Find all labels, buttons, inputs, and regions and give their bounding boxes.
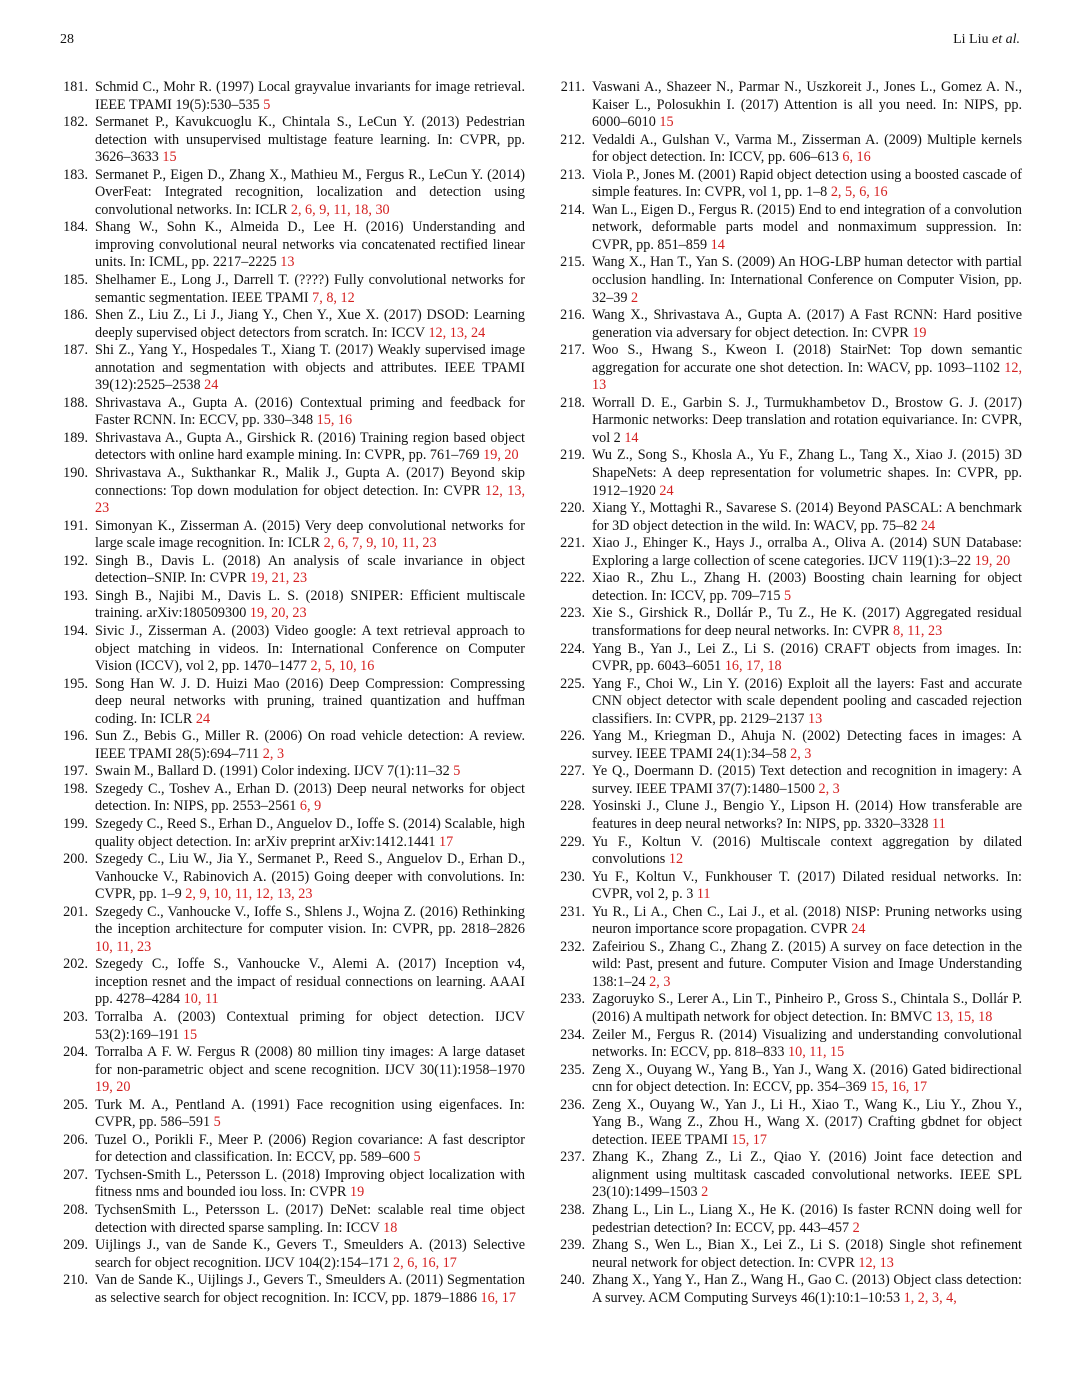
running-head-author: Li Liu: [953, 32, 989, 47]
reference-item: [58, 342, 525, 395]
reference-text: Tychsen-Smith L., Petersson L. (2018) Improving object localization with fitness nms and bounded iou loss. In: CVPR: [95, 1166, 525, 1201]
reference-item: [58, 851, 525, 904]
reference-backlink-pages[interactable]: 15: [182, 1026, 198, 1043]
reference-backlink-pages[interactable]: 14: [624, 429, 639, 446]
reference-backlink-pages[interactable]: 2, 9, 10, 11, 12, 13, 23: [185, 886, 313, 903]
reference-text: Sivic J., Zisserman A. (2003) Video google: A text retrieval approach to object matching in videos. In: International Conference on Computer Vision (ICCV), vol 2, pp. 1470–1477: [95, 622, 525, 675]
reference-number: 221.: [560, 535, 585, 552]
reference-item: [58, 1272, 525, 1307]
reference-item: [555, 1027, 1022, 1062]
reference-backlink-pages[interactable]: 19, 20, 23: [249, 605, 307, 622]
reference-backlink-pages[interactable]: 10, 11: [183, 991, 219, 1008]
reference-backlink-pages[interactable]: 19, 20: [483, 447, 519, 464]
reference-number: 220.: [560, 500, 585, 517]
reference-number: 235.: [560, 1061, 585, 1078]
reference-text: Shrivastava A., Gupta A. (2016) Contextual priming and feedback for Faster RCNN. In: ECCV, pp. 330–348: [95, 394, 525, 429]
reference-backlink-pages[interactable]: 10, 11, 23: [95, 938, 152, 955]
reference-item: [58, 781, 525, 816]
reference-number: 210.: [63, 1272, 88, 1289]
reference-backlink-pages[interactable]: 19, 20: [95, 1079, 131, 1096]
reference-backlink-pages[interactable]: 7, 8, 12: [312, 289, 355, 306]
reference-item: [555, 1097, 1022, 1150]
reference-text: Xiang Y., Mottaghi R., Savarese S. (2014) Beyond PASCAL: A benchmark for 3D object detection in the wild. In: WACV, pp. 75–82: [592, 500, 1022, 534]
reference-item: [58, 763, 525, 781]
reference-text: Uijlings J., van de Sande K., Gevers T., Smeulders A. (2013) Selective search for object recognition. IJCV 104(2):154–171: [95, 1237, 525, 1271]
reference-item: [58, 272, 525, 307]
reference-item: [555, 991, 1022, 1026]
reference-number: 211.: [560, 79, 585, 95]
reference-item: [58, 553, 525, 588]
reference-text: Schmid C., Mohr R. (1997) Local grayvalue invariants for image retrieval. IEEE TPAMI 19(5):530–535: [95, 79, 525, 113]
reference-item: [555, 1272, 1022, 1307]
reference-text: Singh B., Davis L. (2018) An analysis of scale invariance in object detection–SNIP. In: CVPR: [95, 552, 525, 587]
reference-item: [58, 1237, 525, 1272]
reference-item: [58, 1044, 525, 1097]
reference-item: [555, 132, 1022, 167]
reference-item: [555, 763, 1022, 798]
reference-backlink-pages[interactable]: 19: [350, 1184, 365, 1201]
reference-item: [58, 1202, 525, 1237]
reference-text: Shang W., Sohn K., Almeida D., Lee H. (2016) Understanding and improving convolutional neural networks via concatenated rectified linear units. In: ICML, pp. 2217–2225: [95, 219, 525, 271]
reference-backlink-pages[interactable]: 13: [280, 254, 295, 271]
reference-number: 209.: [63, 1237, 88, 1254]
reference-number: 189.: [63, 429, 88, 446]
reference-number: 203.: [63, 1008, 88, 1025]
reference-backlink-pages[interactable]: 2, 3: [649, 973, 671, 990]
reference-number: 201.: [63, 903, 88, 920]
reference-backlink-pages[interactable]: 15, 17: [731, 1131, 767, 1148]
reference-backlink-pages[interactable]: 14: [710, 236, 725, 253]
reference-text: Szegedy C., Toshev A., Erhan D. (2013) Deep neural networks for object detection. In: NIPS, pp. 2553–2561: [95, 780, 525, 815]
reference-number: 195.: [63, 675, 88, 692]
reference-text: Yang F., Choi W., Lin Y. (2016) Exploit all the layers: Fast and accurate CNN object detector with scale dependent pooling and cascaded rejection classifiers. In: CVPR, pp. 2129–2137: [592, 675, 1022, 727]
reference-item: [555, 342, 1022, 395]
reference-backlink-pages[interactable]: 16, 17: [480, 1289, 516, 1306]
reference-text: Shen Z., Liu Z., Li J., Jiang Y., Chen Y., Xue X. (2017) DSOD: Learning deeply supervised object detectors from scratch. In: ICCV: [95, 307, 525, 341]
reference-number: 182.: [63, 114, 88, 131]
reference-number: 186.: [63, 307, 88, 324]
reference-number: 199.: [63, 815, 88, 832]
reference-text: Singh B., Najibi M., Davis L. S. (2018) SNIPER: Efficient multiscale training. arXiv:180509300: [95, 587, 525, 622]
reference-backlink-pages[interactable]: 24: [195, 710, 211, 727]
reference-number: 207.: [63, 1166, 88, 1183]
reference-number: 228.: [560, 798, 585, 815]
reference-item: [58, 1009, 525, 1044]
reference-backlink-pages[interactable]: 12, 13: [858, 1254, 894, 1271]
reference-number: 204.: [63, 1044, 88, 1061]
reference-item: [58, 956, 525, 1009]
reference-number: 217.: [560, 342, 585, 359]
reference-number: 192.: [63, 552, 88, 569]
reference-number: 239.: [560, 1237, 585, 1254]
reference-backlink-pages[interactable]: 24: [204, 377, 219, 394]
reference-number: 191.: [63, 517, 88, 534]
reference-number: 194.: [63, 622, 88, 639]
running-head-etal: et al.: [992, 32, 1020, 47]
reference-number: 224.: [560, 640, 585, 657]
reference-text: Woo S., Hwang S., Kweon I. (2018) StairNet: Top down semantic aggregation for accurate one shot detection. In: WACV, pp. 1093–1102: [592, 342, 1022, 376]
reference-number: 218.: [560, 394, 585, 411]
references-left-column: [58, 79, 525, 1307]
reference-number: 238.: [560, 1202, 585, 1218]
reference-backlink-pages[interactable]: 2: [631, 289, 639, 306]
reference-number: 183.: [63, 166, 88, 183]
reference-number: 216.: [560, 307, 585, 324]
reference-number: 200.: [63, 851, 88, 868]
reference-item: [555, 1149, 1022, 1202]
reference-number: 213.: [560, 166, 585, 183]
reference-backlink-pages[interactable]: 15: [162, 149, 177, 166]
reference-item: [555, 79, 1022, 132]
reference-item: [58, 816, 525, 851]
reference-number: 188.: [63, 394, 88, 411]
reference-backlink-pages[interactable]: 6, 16: [842, 149, 871, 166]
reference-number: 208.: [63, 1202, 88, 1218]
reference-text: Wan L., Eigen D., Fergus R. (2015) End to end integration of a convolution network, deformable parts model and nonmaximum suppression. In: CVPR, pp. 851–859: [592, 201, 1022, 253]
reference-text: Yang M., Kriegman D., Ahuja N. (2002) Detecting faces in images: A survey. IEEE TPAMI 24(1):34–58: [592, 728, 1022, 762]
reference-text: Xiao R., Zhu L., Zhang H. (2003) Boosting chain learning for object detection. In: ICCV, pp. 709–715: [592, 570, 1022, 604]
reference-backlink-pages[interactable]: 15, 16, 17: [870, 1079, 928, 1096]
reference-item: [555, 1237, 1022, 1272]
reference-item: [58, 518, 525, 553]
reference-item: [555, 447, 1022, 500]
reference-text: Szegedy C., Vanhoucke V., Ioffe S., Shlens J., Wojna Z. (2016) Rethinking the inception architecture for computer vision. In: CVPR, pp. 2818–2826: [95, 903, 525, 938]
reference-text: Szegedy C., Ioffe S., Vanhoucke V., Alemi A. (2017) Inception v4, inception resnet and the impact of residual connections on learning. AAAI pp. 4278–4284: [95, 956, 525, 1008]
reference-text: Vedaldi A., Gulshan V., Varma M., Zisserman A. (2009) Multiple kernels for object detection. In: ICCV, pp. 606–613: [592, 131, 1022, 166]
reference-number: 222.: [560, 570, 585, 587]
reference-backlink-pages[interactable]: 2, 3: [818, 780, 840, 797]
reference-text: Yu F., Koltun V., Funkhouser T. (2017) Dilated residual networks. In: CVPR, vol 2, p. 3: [592, 868, 1022, 903]
reference-backlink-pages[interactable]: 6, 9: [299, 798, 322, 815]
reference-backlink-pages[interactable]: 1, 2, 3, 4,: [903, 1289, 957, 1306]
reference-item: [58, 676, 525, 729]
reference-text: Shrivastava A., Gupta A., Girshick R. (2016) Training region based object detectors with online hard example mining. In: CVPR, pp. 761–769: [95, 429, 525, 464]
reference-number: 227.: [560, 763, 585, 780]
reference-item: [58, 79, 525, 114]
reference-text: Szegedy C., Reed S., Erhan D., Anguelov D., Ioffe S. (2014) Scalable, high quality object detection. In: arXiv preprint arXiv:1412.1441: [95, 815, 525, 850]
running-head: [953, 32, 1020, 48]
reference-number: 196.: [63, 728, 88, 745]
reference-number: 236.: [560, 1096, 585, 1113]
reference-text: Wang X., Han T., Yan S. (2009) An HOG-LBP human detector with partial occlusion handling. In: International Conference on Computer Vision, pp. 32–39: [592, 254, 1022, 306]
reference-item: [555, 904, 1022, 939]
reference-backlink-pages[interactable]: 13, 15, 18: [935, 1008, 993, 1025]
reference-number: 215.: [560, 254, 585, 271]
reference-backlink-pages[interactable]: 5: [784, 587, 792, 604]
reference-text: Song Han W. J. D. Huizi Mao (2016) Deep Compression: Compressing deep neural networks with pruning, trained quantization and huffman coding. In: ICLR: [95, 675, 525, 727]
reference-item: [58, 728, 525, 763]
reference-backlink-pages[interactable]: 11: [932, 815, 946, 832]
reference-number: 234.: [560, 1026, 585, 1043]
reference-backlink-pages[interactable]: 11: [696, 886, 711, 903]
reference-backlink-pages[interactable]: 5: [413, 1149, 421, 1166]
reference-backlink-pages[interactable]: 15, 16: [316, 412, 353, 429]
reference-number: 185.: [63, 272, 88, 289]
reference-item: [58, 904, 525, 957]
reference-item: [58, 430, 525, 465]
reference-number: 205.: [63, 1096, 88, 1113]
reference-backlink-pages[interactable]: 16, 17, 18: [724, 658, 782, 675]
reference-text: Wang X., Shrivastava A., Gupta A. (2017) A Fast RCNN: Hard positive generation via adversary for object detection. In: CVPR: [592, 307, 1022, 341]
reference-backlink-pages[interactable]: 12, 13, 23: [95, 482, 526, 517]
reference-number: 229.: [560, 833, 585, 850]
reference-item: [58, 307, 525, 342]
reference-text: Zhang L., Lin L., Liang X., He K. (2016) Is faster RCNN doing well for pedestrian detection? In: ECCV, pp. 443–457: [592, 1202, 1022, 1236]
reference-text: Ye Q., Doermann D. (2015) Text detection and recognition in imagery: A survey. IEEE TPAMI 37(7):1480–1500: [592, 763, 1022, 797]
reference-backlink-pages[interactable]: 8, 11, 23: [893, 622, 943, 639]
reference-text: Zeng X., Ouyang W., Yan J., Li H., Xiao T., Wang K., Liu Y., Zhou Y., Yang B., Wang Z., Zhou H., Wang X. (2017) Crafting gbdnet for object detection. IEEE TPAMI: [592, 1096, 1022, 1148]
reference-number: 184.: [63, 219, 88, 236]
reference-item: [58, 114, 525, 167]
reference-backlink-pages[interactable]: 10, 11, 15: [788, 1044, 845, 1061]
reference-item: [555, 834, 1022, 869]
reference-text: Worrall D. E., Garbin S. J., Turmukhambetov D., Brostow G. J. (2017) Harmonic networks: Deep translation and rotation equivariance. In: CVPR, vol 2: [592, 394, 1022, 446]
reference-number: 225.: [560, 675, 585, 692]
reference-number: 193.: [63, 587, 88, 604]
reference-item: [555, 535, 1022, 570]
reference-item: [58, 465, 525, 518]
reference-item: [58, 588, 525, 623]
reference-number: 237.: [560, 1149, 585, 1166]
reference-backlink-pages[interactable]: 2, 6, 7, 9, 10, 11, 23: [323, 535, 437, 552]
reference-item: [555, 254, 1022, 307]
reference-text: Shrivastava A., Sukthankar R., Malik J., Gupta A. (2017) Beyond skip connections: Top down modulation for object detection. In: CVPR: [95, 465, 525, 499]
reference-backlink-pages[interactable]: 17: [438, 833, 454, 850]
reference-text: Swain M., Ballard D. (1991) Color indexing. IJCV 7(1):11–32: [95, 763, 450, 780]
reference-item: [555, 605, 1022, 640]
reference-backlink-pages[interactable]: 2, 5, 6, 16: [830, 184, 888, 201]
reference-backlink-pages[interactable]: 15: [659, 114, 674, 131]
reference-backlink-pages[interactable]: 12: [668, 851, 684, 868]
reference-text: Zafeiriou S., Zhang C., Zhang Z. (2015) A survey on face detection in the wild: Past, present and future. Computer Vision and Image Understanding 138:1–24: [592, 938, 1022, 990]
reference-item: [555, 1202, 1022, 1237]
reference-item: [555, 570, 1022, 605]
reference-item: [555, 167, 1022, 202]
reference-item: [555, 395, 1022, 448]
reference-item: [555, 798, 1022, 833]
reference-backlink-pages[interactable]: 12, 13, 24: [428, 324, 486, 341]
reference-number: 187.: [63, 342, 88, 359]
reference-text: Viola P., Jones M. (2001) Rapid object detection using a boosted cascade of simple features. In: CVPR, vol 1, pp. 1–8: [592, 166, 1022, 201]
reference-number: 230.: [560, 868, 585, 885]
reference-text: Shelhamer E., Long J., Darrell T. (????) Fully convolutional networks for semantic segmentation. IEEE TPAMI: [95, 272, 525, 306]
reference-text: Zhang S., Wen L., Bian X., Lei Z., Li S. (2018) Single shot refinement neural network for object detection. In: CVPR: [592, 1237, 1022, 1271]
reference-text: Xie S., Girshick R., Dollár P., Tu Z., He K. (2017) Aggregated residual transformations for deep neural networks. In: CVPR: [592, 605, 1022, 639]
reference-number: 202.: [63, 956, 88, 973]
reference-number: 206.: [63, 1131, 88, 1148]
reference-text: Shi Z., Yang Y., Hospedales T., Xiang T. (2017) Weakly supervised image annotation and segmentation with objects and attributes. IEEE TPAMI 39(12):2525–2538: [95, 342, 525, 394]
reference-item: [555, 728, 1022, 763]
reference-item: [58, 623, 525, 676]
reference-backlink-pages[interactable]: 18: [383, 1219, 398, 1236]
reference-text: Torralba A F. W. Fergus R (2008) 80 million tiny images: A large dataset for non-parametric object and scene recognition. IJCV 30(11):1958–1970: [95, 1044, 525, 1078]
reference-backlink-pages[interactable]: 2, 6, 9, 11, 18, 30: [290, 201, 390, 218]
reference-number: 231.: [560, 903, 585, 920]
reference-number: 197.: [63, 763, 88, 780]
reference-text: Vaswani A., Shazeer N., Parmar N., Uszkoreit J., Jones L., Gomez A. N., Kaiser L., Polosukhin I. (2017) Attention is all you need. In: NIPS, pp. 6000–6010: [592, 79, 1022, 131]
references-right-column: [555, 79, 1022, 1307]
reference-number: 226.: [560, 728, 585, 745]
reference-text: Turk M. A., Pentland A. (1991) Face recognition using eigenfaces. In: CVPR, pp. 586–591: [95, 1096, 525, 1131]
reference-text: Yang B., Yan J., Lei Z., Li S. (2016) CRAFT objects from images. In: CVPR, pp. 6043–6051: [592, 640, 1022, 675]
reference-number: 190.: [63, 465, 88, 482]
reference-backlink-pages[interactable]: 19: [912, 324, 927, 341]
reference-backlink-pages[interactable]: 24: [851, 921, 866, 938]
reference-backlink-pages[interactable]: 2, 3: [790, 745, 812, 762]
reference-item: [58, 395, 525, 430]
reference-text: Yu F., Koltun V. (2016) Multiscale context aggregation by dilated convolutions: [592, 833, 1022, 868]
reference-item: [555, 307, 1022, 342]
reference-item: [555, 869, 1022, 904]
reference-number: 223.: [560, 605, 585, 622]
reference-text: Sun Z., Bebis G., Miller R. (2006) On road vehicle detection: A review. IEEE TPAMI 28(5):694–711: [95, 728, 525, 762]
reference-item: [555, 641, 1022, 676]
reference-item: [58, 1097, 525, 1132]
reference-text: Sermanet P., Eigen D., Zhang X., Mathieu M., Fergus R., LeCun Y. (2014) OverFeat: Integrated recognition, localization and detection using convolutional networks. In: ICLR: [95, 166, 525, 218]
reference-backlink-pages[interactable]: 2: [701, 1184, 709, 1201]
reference-backlink-pages[interactable]: 24: [920, 517, 936, 534]
reference-item: [555, 676, 1022, 729]
reference-text: Zhang K., Zhang Z., Li Z., Qiao Y. (2016) Joint face detection and alignment using multitask cascaded convolutional networks. IEEE SPL 23(10):1499–1503: [592, 1149, 1022, 1201]
reference-number: 232.: [560, 938, 585, 955]
reference-backlink-pages[interactable]: 24: [659, 482, 674, 499]
reference-number: 198.: [63, 780, 88, 797]
reference-text: Yosinski J., Clune J., Bengio Y., Lipson H. (2014) How transferable are features in deep neural networks? In: NIPS, pp. 3320–3328: [592, 798, 1022, 832]
reference-item: [555, 500, 1022, 535]
reference-text: Torralba A. (2003) Contextual priming for object detection. IJCV 53(2):169–191: [95, 1008, 525, 1043]
reference-number: 212.: [560, 131, 585, 148]
reference-backlink-pages[interactable]: 2, 5, 10, 16: [310, 658, 375, 675]
page-header: [60, 32, 1020, 52]
reference-text: Sermanet P., Kavukcuoglu K., Chintala S., LeCun Y. (2013) Pedestrian detection with unsupervised multistage feature learning. In: CVPR, pp. 3626–3633: [95, 114, 525, 166]
reference-number: 233.: [560, 991, 585, 1008]
reference-backlink-pages[interactable]: 5: [263, 96, 271, 113]
reference-backlink-pages[interactable]: 5: [453, 763, 461, 780]
reference-item: [555, 1062, 1022, 1097]
reference-backlink-pages[interactable]: 2, 3: [262, 745, 285, 762]
reference-item: [555, 939, 1022, 992]
reference-item: [58, 167, 525, 220]
reference-item: [58, 1167, 525, 1202]
reference-text: Zeng X., Ouyang W., Yang B., Yan J., Wang X. (2016) Gated bidirectional cnn for object detection. In: ECCV, pp. 354–369: [592, 1061, 1022, 1096]
reference-text: Zeiler M., Fergus R. (2014) Visualizing and understanding convolutional networks. In: ECCV, pp. 818–833: [592, 1026, 1022, 1061]
reference-number: 219.: [560, 447, 585, 464]
reference-text: Zhang X., Yang Y., Han Z., Wang H., Gao C. (2013) Object class detection: A survey. ACM Computing Surveys 46(1):10:1–10:53: [592, 1272, 1022, 1306]
reference-backlink-pages[interactable]: 13: [807, 710, 823, 727]
reference-text: Wu Z., Song S., Khosla A., Yu F., Zhang L., Tang X., Xiao J. (2015) 3D ShapeNets: A deep representation for volumetric shapes. In: CVPR, pp. 1912–1920: [592, 447, 1022, 499]
reference-backlink-pages[interactable]: 19, 21, 23: [250, 570, 308, 587]
reference-backlink-pages[interactable]: 12, 13: [592, 359, 1023, 394]
reference-item: [58, 219, 525, 272]
reference-number: 181.: [63, 79, 88, 95]
reference-text: Tuzel O., Porikli F., Meer P. (2006) Region covariance: A fast descriptor for detection and classification. In: ECCV, pp. 589–600: [95, 1131, 525, 1166]
reference-text: Zagoruyko S., Lerer A., Lin T., Pinheiro P., Gross S., Chintala S., Dollár P. (2016) A multipath network for object detection. In: BMVC: [592, 991, 1022, 1025]
page-number: 28: [60, 32, 74, 47]
reference-backlink-pages[interactable]: 2, 6, 16, 17: [393, 1254, 457, 1271]
reference-text: TychsenSmith L., Petersson L. (2017) DeNet: scalable real time object detection with directed sparse sampling. In: ICCV: [95, 1202, 525, 1236]
reference-backlink-pages[interactable]: 2: [852, 1219, 860, 1236]
reference-text: Yu R., Li A., Chen C., Lai J., et al. (2018) NISP: Pruning networks using neuron importance score propagation. CVPR: [592, 903, 1022, 938]
reference-backlink-pages[interactable]: 19, 20: [974, 552, 1011, 569]
reference-text: Simonyan K., Zisserman A. (2015) Very deep convolutional networks for large scale image recognition. In: ICLR: [95, 517, 525, 552]
reference-text: Szegedy C., Liu W., Jia Y., Sermanet P., Reed S., Anguelov D., Erhan D., Vanhoucke V., Rabinovich A. (2015) Going deeper with convolutions. In: CVPR, pp. 1–9: [95, 851, 525, 903]
reference-text: Van de Sande K., Uijlings J., Gevers T., Smeulders A. (2011) Segmentation as selective search for object recognition. In: ICCV, pp. 1879–1886: [95, 1272, 525, 1306]
reference-number: 214.: [560, 201, 585, 218]
reference-backlink-pages[interactable]: 5: [213, 1114, 221, 1131]
reference-item: [555, 202, 1022, 255]
reference-item: [58, 1132, 525, 1167]
reference-text: Xiao J., Ehinger K., Hays J., orralba A., Oliva A. (2014) SUN Database: Exploring a large collection of scene categories. IJCV 119(1):3–22: [592, 535, 1022, 569]
reference-number: 240.: [560, 1272, 585, 1289]
